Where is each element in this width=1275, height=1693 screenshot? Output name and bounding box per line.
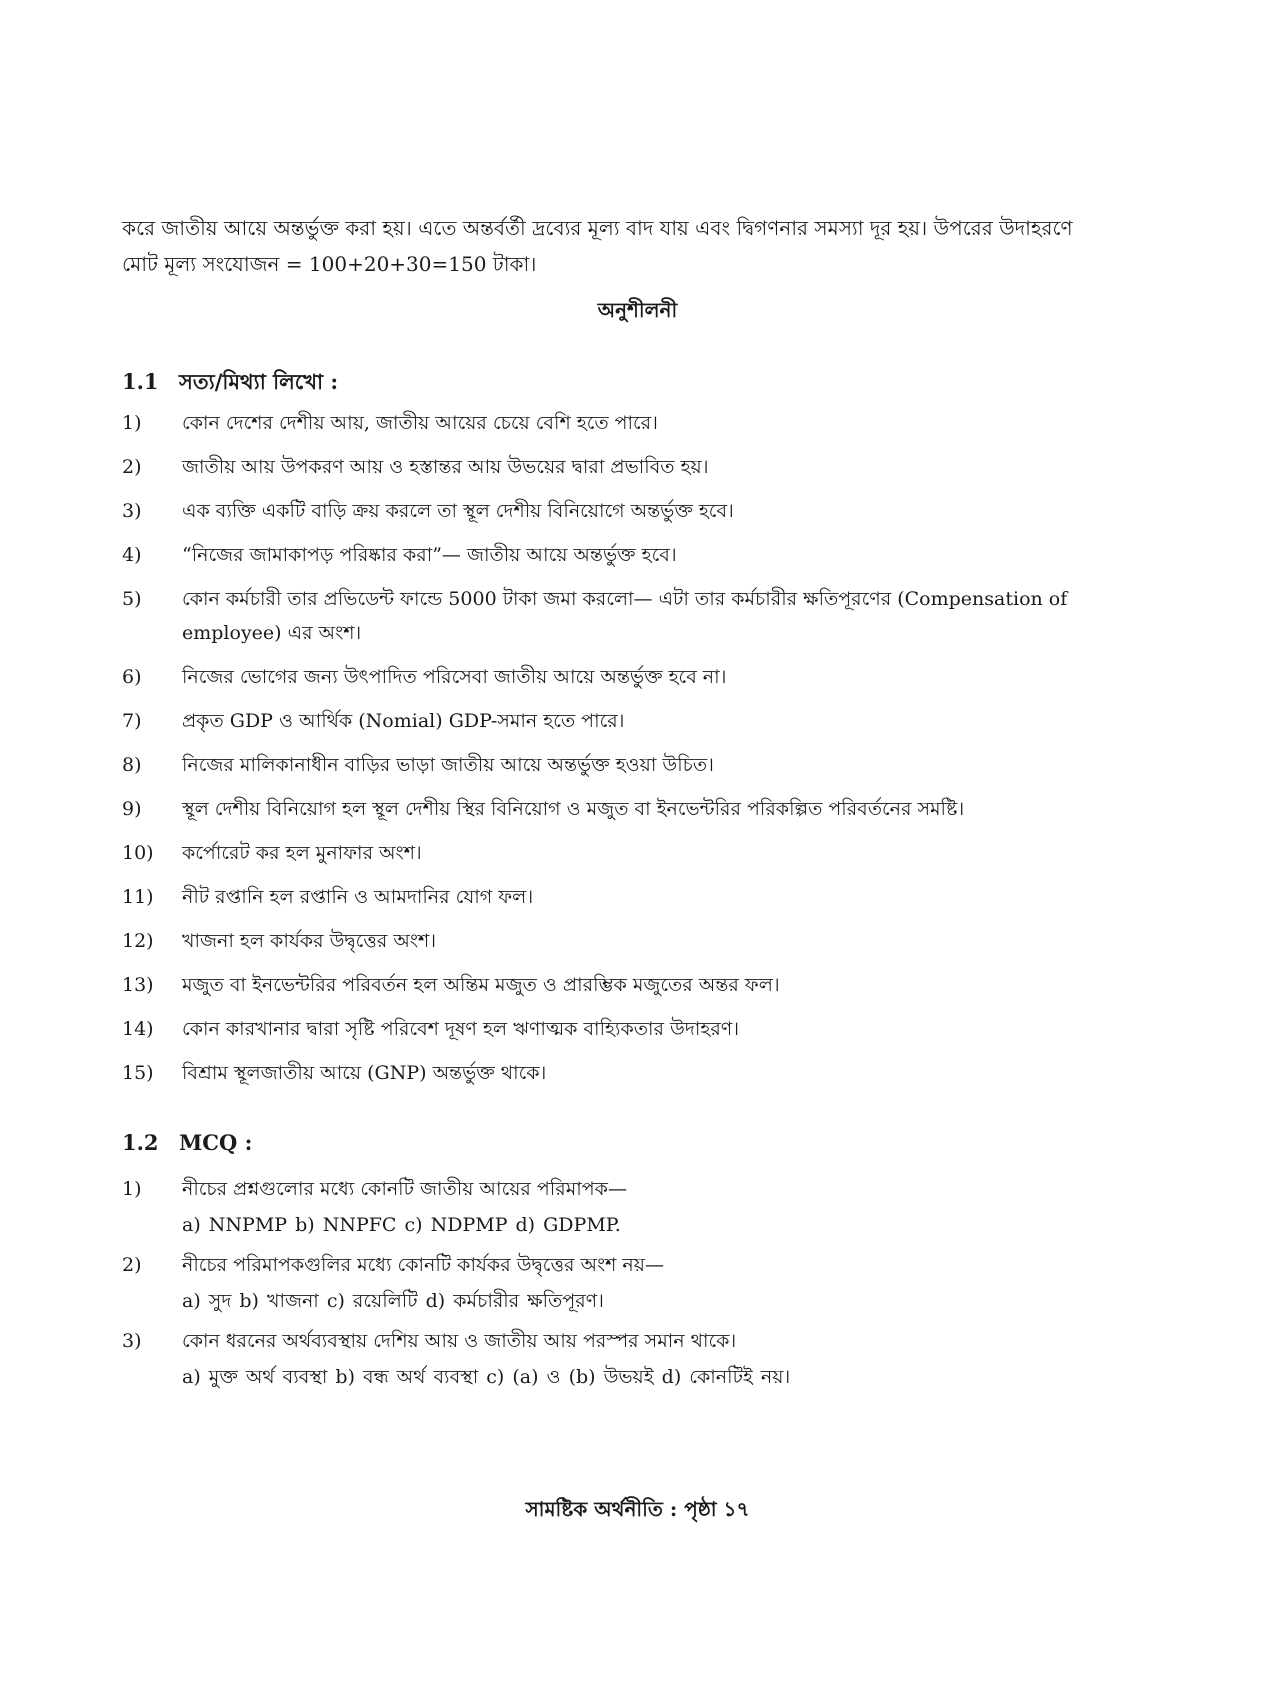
item-text: মজুত বা ইনভেন্টরির পরিবর্তন হল অন্তিম মজুত ও প্রারম্ভিক মজুতের অন্তর ফল। [182, 974, 780, 996]
item-text: কোন কর্মচারী তার প্রভিডেন্ট ফান্ডে 5000 টাকা জমা করলো— এটা তার কর্মচারীর ক্ষতিপূরণের (Compensation of employee) এর অংশ। [182, 588, 1068, 644]
item-text: খাজনা হল কার্যকর উদ্বৃত্তের অংশ। [182, 930, 437, 952]
item-text: নীট রপ্তানি হল রপ্তানি ও আমদানির যোগ ফল। [182, 886, 534, 908]
list-item [122, 660, 1152, 694]
item-number: 7) [122, 710, 142, 732]
item-number: 13) [122, 974, 154, 996]
item-text: কোন কারখানার দ্বারা সৃষ্টি পরিবেশ দূষণ হল ঋণাত্মক বাহ্যিকতার উদাহরণ। [182, 1018, 740, 1040]
mcq-options: a) সুদ b) খাজনা c) রয়েলিটি d) কর্মচারীর ক্ষতিপূরণ। [182, 1290, 604, 1312]
item-text: জাতীয় আয় উপকরণ আয় ও হস্তান্তর আয় উভয়ের দ্বারা প্রভাবিত হয়। [182, 456, 709, 478]
list-item [122, 494, 1152, 528]
mcq-list [122, 1172, 1152, 1400]
list-item [122, 704, 1152, 738]
intro-line-1: করে জাতীয় আয়ে অন্তর্ভুক্ত করা হয়। এতে অন্তর্বর্তী দ্রব্যের মূল্য বাদ যায় এবং দ্বিগণনার সমস্যা দূর হয়। উপরের উদাহরণে [122, 216, 1073, 240]
question-text: নীচের পরিমাপকগুলির মধ্যে কোনটি কার্যকর উদ্বৃত্তের অংশ নয়— [182, 1254, 664, 1276]
exercise-heading: অনুশীলনী [597, 298, 678, 322]
list-item [122, 538, 1152, 572]
item-number: 14) [122, 1018, 154, 1040]
list-item [122, 968, 1152, 1002]
list-item [122, 792, 1152, 826]
item-text: নিজের মালিকানাধীন বাড়ির ভাড়া জাতীয় আয়ে অন্তর্ভুক্ত হওয়া উচিত। [182, 754, 714, 776]
list-item [122, 450, 1152, 484]
question-text: কোন ধরনের অর্থব্যবস্থায় দেশিয় আয় ও জাতীয় আয় পরস্পর সমান থাকে। [182, 1330, 737, 1352]
intro-line-2: মোট মূল্য সংযোজন = 100+20+30=150 টাকা। [122, 252, 537, 276]
item-text: এক ব্যক্তি একটি বাড়ি ক্রয় করলে তা স্থূল দেশীয় বিনিয়োগে অন্তর্ভুক্ত হবে। [182, 500, 734, 522]
item-number: 2) [122, 1254, 142, 1276]
item-number: 1) [122, 412, 142, 434]
item-text: বিশ্রাম স্থূলজাতীয় আয়ে (GNP) অন্তর্ভুক্ত থাকে। [182, 1062, 547, 1084]
item-number: 3) [122, 500, 142, 522]
mcq-question [122, 1172, 1152, 1206]
item-text: “নিজের জামাকাপড় পরিষ্কার করা”— জাতীয় আয়ে অন্তর্ভুক্ত হবে। [182, 544, 677, 566]
item-number: 6) [122, 666, 142, 688]
list-item [122, 1056, 1152, 1090]
item-number: 8) [122, 754, 142, 776]
item-number: 12) [122, 930, 154, 952]
item-number: 2) [122, 456, 142, 478]
intro-paragraph [122, 210, 1142, 282]
mcq-question [122, 1248, 1152, 1282]
item-number: 4) [122, 544, 142, 566]
item-text: নিজের ভোগের জন্য উৎপাদিত পরিসেবা জাতীয় আয়ে অন্তর্ভুক্ত হবে না। [182, 666, 727, 688]
item-text: কোন দেশের দেশীয় আয়, জাতীয় আয়ের চেয়ে বেশি হতে পারে। [182, 412, 658, 434]
item-number: 9) [122, 798, 142, 820]
item-number: 1) [122, 1178, 142, 1200]
item-text: কর্পোরেট কর হল মুনাফার অংশ। [182, 842, 422, 864]
item-number: 15) [122, 1062, 154, 1084]
true-false-list [122, 406, 1152, 1100]
item-number: 11) [122, 886, 154, 908]
section-number: 1.1 [122, 369, 159, 394]
mcq-options: a) মুক্ত অর্থ ব্যবস্থা b) বন্ধ অর্থ ব্যবস্থা c) (a) ও (b) উভয়ই d) কোনটিই নয়। [182, 1366, 791, 1388]
list-item [122, 1012, 1152, 1046]
section-title-text: MCQ : [179, 1130, 253, 1155]
item-number: 10) [122, 842, 154, 864]
question-text: নীচের প্রশ্নগুলোর মধ্যে কোনটি জাতীয় আয়ের পরিমাপক— [182, 1178, 627, 1200]
true-false-section-title [122, 366, 338, 401]
section-title-text: সত্য/মিথ্যা লিখো : [179, 369, 339, 394]
section-number: 1.2 [122, 1130, 159, 1155]
item-number: 5) [122, 588, 142, 610]
mcq-options: a) NNPMP b) NNPFC c) NDPMP d) GDPMP. [182, 1214, 621, 1236]
list-item [122, 924, 1152, 958]
item-number: 3) [122, 1330, 142, 1352]
mcq-section-title [122, 1130, 252, 1155]
item-text: প্রকৃত GDP ও আর্থিক (Nomial) GDP-সমান হতে পারে। [182, 710, 625, 732]
list-item [122, 406, 1152, 440]
page-footer: সামষ্টিক অর্থনীতি : পৃষ্ঠা ১৭ [525, 1497, 750, 1521]
list-item [122, 836, 1152, 870]
list-item [122, 880, 1152, 914]
list-item [122, 748, 1152, 782]
item-text: স্থূল দেশীয় বিনিয়োগ হল স্থূল দেশীয় স্থির বিনিয়োগ ও মজুত বা ইনভেন্টরির পরিকল্পিত পরিবর্তনের সমষ্টি। [182, 798, 965, 820]
mcq-question [122, 1324, 1152, 1358]
list-item [122, 582, 1152, 650]
